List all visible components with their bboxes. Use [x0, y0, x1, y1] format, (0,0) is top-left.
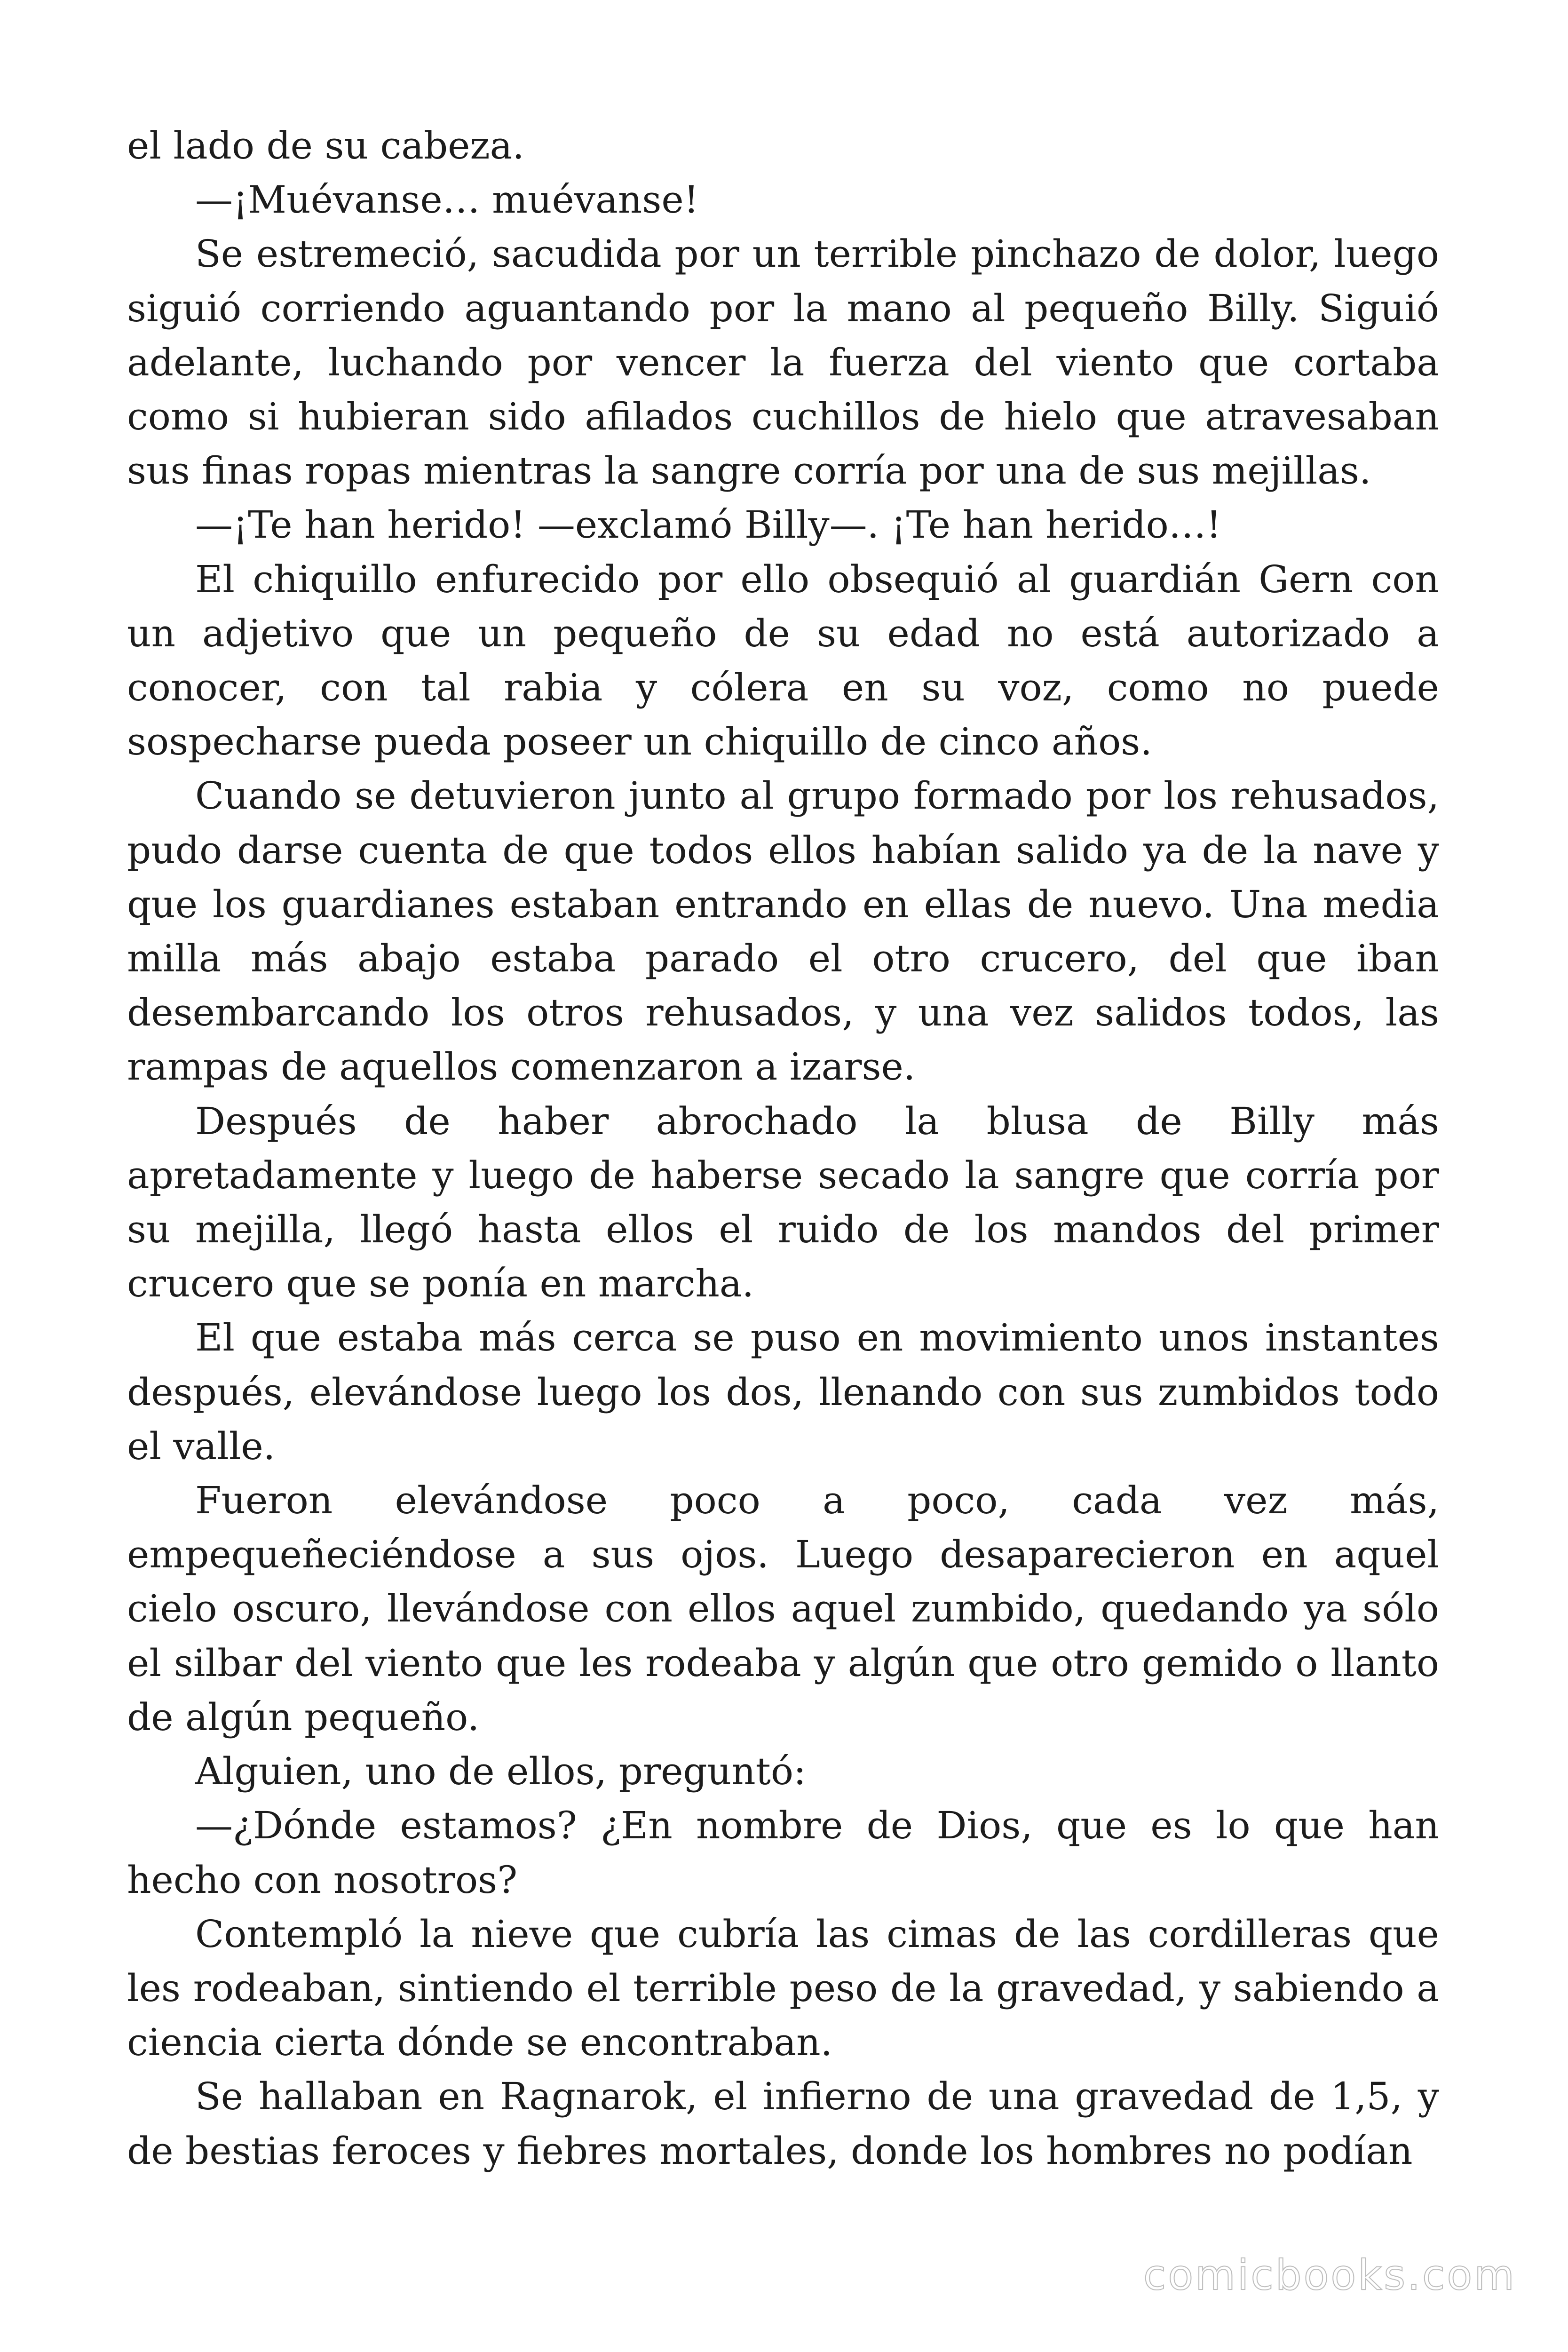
paragraph: Se hallaban en Ragnarok, el infierno de una gravedad de 1,5, y de bestias feroces y fiebres mortales, donde los hombres no podían — [127, 2074, 1439, 2173]
paragraph: Se estremeció, sacudida por un terrible pinchazo de dolor, luego siguió corriendo aguantando por la mano al pequeño Billy. Siguió adelante, luchando por vencer la fuerza del viento que cortaba como si hubieran sido afilados cuchillos de hielo que atravesaban sus finas ropas mientras la sangre corría por una de sus mejillas. — [127, 232, 1439, 493]
watermark-text: comicbooks.com — [1143, 2251, 1516, 2299]
paragraph-dialogue: —¿Dónde estamos? ¿En nombre de Dios, que es lo que han hecho con nosotros? — [127, 1804, 1439, 1902]
paragraph-dialogue: —¡Te han herido! —exclamó Billy—. ¡Te han herido…! — [195, 503, 1221, 547]
paragraph-continuation: el lado de su cabeza. — [127, 124, 524, 167]
body-text — [127, 119, 1439, 2178]
paragraph: El que estaba más cerca se puso en movimiento unos instantes después, elevándose luego los dos, llenando con sus zumbidos todo el valle. — [127, 1316, 1439, 1468]
paragraph: El chiquillo enfurecido por ello obsequió al guardián Gern con un adjetivo que un pequeño de su edad no está autorizado a conocer, con tal rabia y cólera en su voz, como no puede sospecharse pueda poseer un chiquillo de cinco años. — [127, 557, 1439, 764]
paragraph: Contempló la nieve que cubría las cimas de las cordilleras que les rodeaban, sintiendo el terrible peso de la gravedad, y sabiendo a ciencia cierta dónde se encontraban. — [127, 1912, 1439, 2065]
paragraph: Cuando se detuvieron junto al grupo formado por los rehusados, pudo darse cuenta de que todos ellos habían salido ya de la nave y que los guardianes estaban entrando en ellas de nuevo. Una media milla más abajo estaba parado el otro crucero, del que iban desembarcando los otros rehusados, y una vez salidos todos, las rampas de aquellos comenzaron a izarse. — [127, 774, 1439, 1089]
paragraph: Alguien, uno de ellos, preguntó: — [195, 1749, 806, 1794]
paragraph: Fueron elevándose poco a poco, cada vez más, empequeñeciéndose a sus ojos. Luego desaparecieron en aquel cielo oscuro, llevándose con ellos aquel zumbido, quedando ya sólo el silbar del viento que les rodeaba y algún que otro gemido o llanto de algún pequeño. — [127, 1478, 1439, 1739]
paragraph-dialogue: —¡Muévanse… muévanse! — [195, 178, 699, 222]
paragraph: Después de haber abrochado la blusa de Billy más apretadamente y luego de haberse secado la sangre que corría por su mejilla, llegó hasta ellos el ruido de los mandos del primer crucero que se ponía en marcha. — [127, 1099, 1439, 1306]
